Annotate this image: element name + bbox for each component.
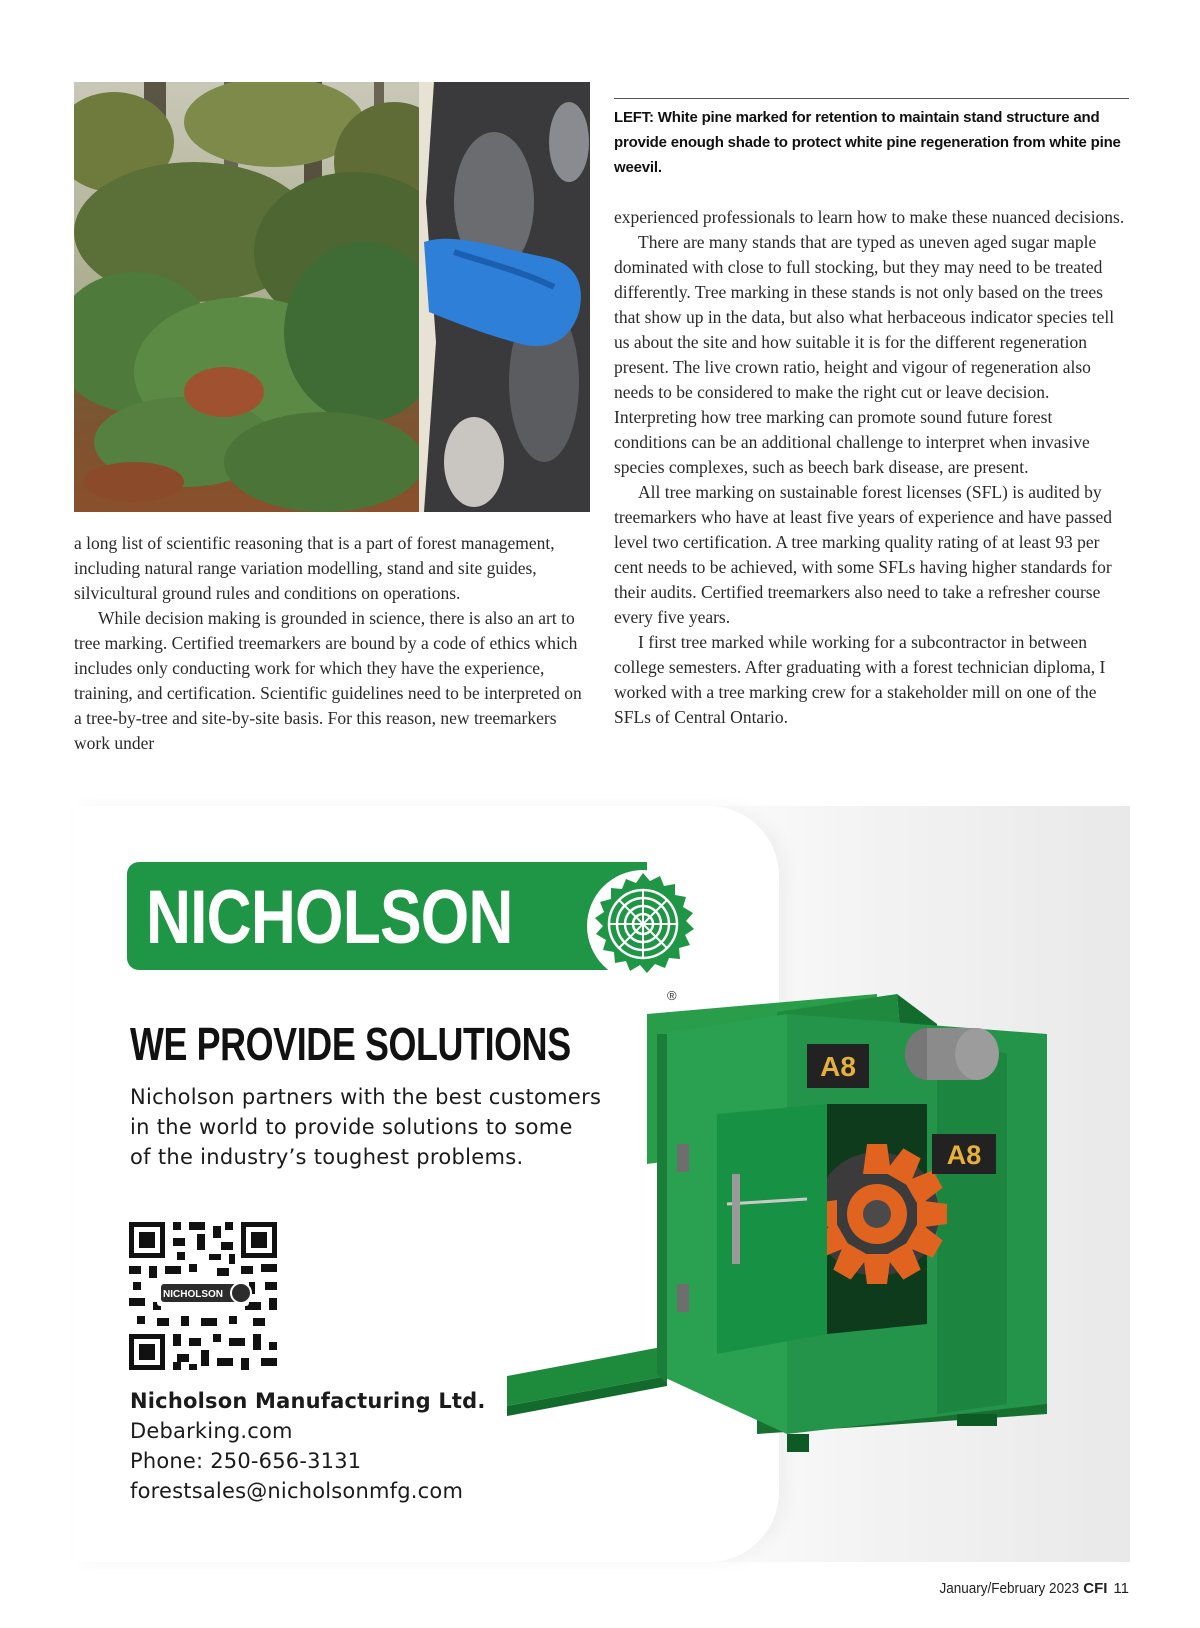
registered-mark: ® <box>667 988 677 1003</box>
ad-headline: WE PROVIDE SOLUTIONS <box>130 1018 571 1070</box>
qr-code[interactable] <box>129 1222 277 1370</box>
phone-number[interactable]: Phone: 250-656-3131 <box>130 1449 362 1473</box>
a8-debarker-machine-image <box>507 994 1097 1514</box>
article-right-column <box>614 205 1129 730</box>
page-number: 11 <box>1113 1580 1129 1597</box>
white-pine-photo-illustration <box>74 82 590 512</box>
issue-date: January/February 2023 <box>939 1580 1080 1597</box>
magazine-name: CFI <box>1083 1580 1108 1597</box>
nicholson-logo-text: NICHOLSON <box>146 875 513 960</box>
ad-body-line: Nicholson partners with the best customers <box>130 1085 602 1109</box>
article-photo <box>74 82 590 512</box>
paragraph: While decision making is grounded in science, there is also an art to tree marking. Certified treemarkers are bound by a code of ethics which includes only conducting work for which they have the experience, training, and certification. Scientific guidelines need to be interpreted on a tree-by-tree and site-by-site basis. For this reason, new treemarkers work under <box>74 608 582 753</box>
qr-logo-text: NICHOLSON <box>163 1289 223 1300</box>
website-link[interactable]: Debarking.com <box>130 1419 293 1443</box>
paragraph: All tree marking on sustainable forest licenses (SFL) is audited by treemarkers who have at least five years of experience and have passed level two certification. A tree marking quality rating of at least 93 per cent needs to be achieved, with some SFLs having higher standards for their audits. Certified treemarkers also need to take a refresher course every five years. <box>614 482 1113 627</box>
machine-label: A8 <box>946 1140 982 1170</box>
log-rings-icon <box>584 867 702 985</box>
company-name: Nicholson Manufacturing Ltd. <box>130 1389 486 1413</box>
ad-body-line: in the world to provide solutions to some <box>130 1115 573 1139</box>
page-footer <box>924 1580 1129 1597</box>
article-left-column <box>74 531 590 756</box>
paragraph: I first tree marked while working for a subcontractor in between college semesters. After graduating with a forest technician diploma, I worked with a tree marking crew for a stakeholder mill on one of the SFLs of Central Ontario. <box>614 632 1106 727</box>
email-link[interactable]: forestsales@nicholsonmfg.com <box>130 1479 464 1503</box>
paragraph: There are many stands that are typed as uneven aged sugar maple dominated with close to full stocking, but they may need to be treated differently. Tree marking in these stands is not only based on the trees that show up in the data, but also what herbaceous indicator species tell us about the site and how suitable it is for the different regeneration present. The live crown ratio, height and vigour of regeneration also needs to be considered to make the right cut or leave decision. Interpreting how tree marking can promote sound future forest conditions can be an additional challenge to interpret when invasive species complexes, such as beech bark disease, are present. <box>614 232 1115 477</box>
caption-rule <box>614 98 1129 99</box>
ad-body-line: of the industry’s toughest problems. <box>130 1145 524 1169</box>
paragraph: experienced professionals to learn how to make these nuanced decisions. <box>614 207 1125 227</box>
photo-caption: LEFT: White pine marked for retention to maintain stand structure and provide enough shade to protect white pine regeneration from white pine weevil. <box>614 109 1121 176</box>
contact-block <box>130 1386 486 1506</box>
paragraph: a long list of scientific reasoning that is a part of forest management, including natural range variation modelling, stand and site guides, silvicultural ground rules and conditions on operations. <box>74 533 555 603</box>
machine-label: A8 <box>820 1051 856 1082</box>
